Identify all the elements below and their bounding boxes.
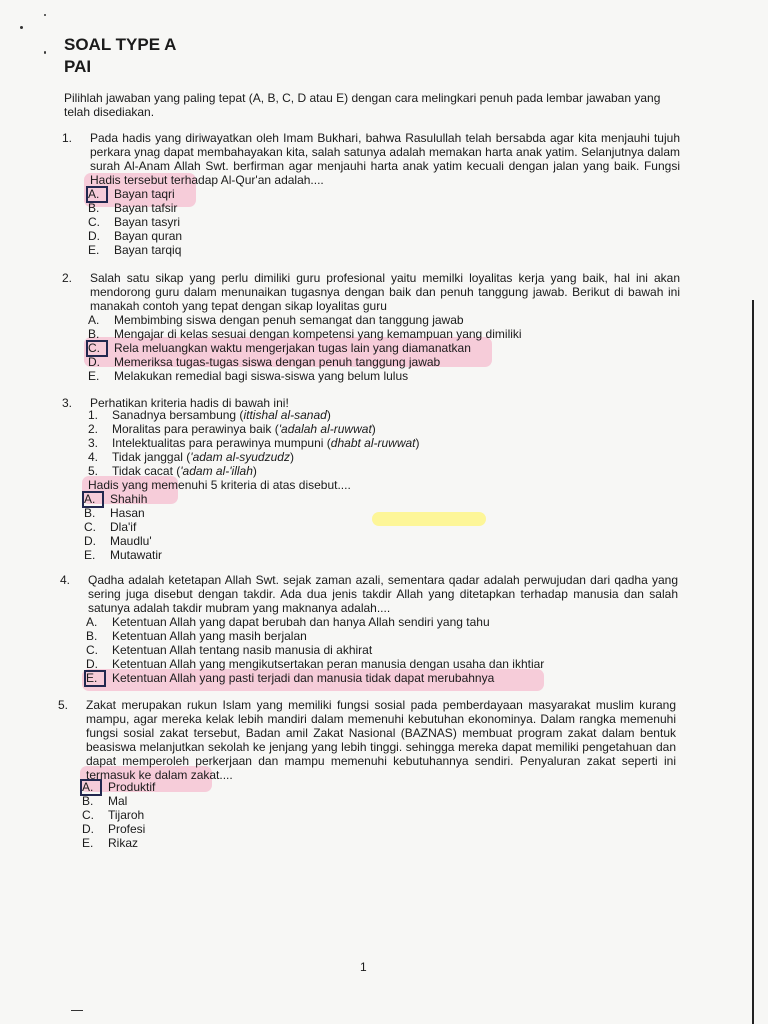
- option-text: Membimbing siswa dengan penuh semangat dan tanggung jawab: [114, 313, 464, 327]
- option-letter: D.: [88, 355, 100, 369]
- option-letter: B.: [86, 629, 98, 643]
- option-letter: A.: [86, 615, 98, 629]
- option-text: Ketentuan Allah yang masih berjalan: [112, 629, 307, 643]
- option-text: Mal: [108, 794, 128, 808]
- question-text: Salah satu sikap yang perlu dimiliki guru profesional yaitu memilki loyalitas kerja yang baik, hal ini akan mendorong guru dalam menunaikan tugasnya dengan baik dan penuh tanggung jawab. Berikut di bawah ini manakah contoh yang tepat dengan sikap loyalitas guru: [90, 271, 680, 313]
- option-letter: E.: [88, 369, 100, 383]
- scan-speck: [44, 51, 46, 54]
- question-text: Qadha adalah ketetapan Allah Swt. sejak zaman azali, sementara qadar adalah perwujudan dari qadha yang sering juga disebut dengan takdir. Ada dua jenis takdir Allah yang ditetapkan terhadap manusia dan salah satunya adalah takdir mubram yang maknanya adalah....: [88, 573, 678, 615]
- scan-speck: [20, 26, 23, 29]
- instructions: Pilihlah jawaban yang paling tepat (A, B, C, D atau E) dengan cara melingkari penuh pada lembar jawaban yang telah disediakan.: [64, 91, 661, 119]
- option-text: Mengajar di kelas sesuai dengan kompetensi yang kemampuan yang dimiliki: [114, 327, 522, 341]
- option-text: Ketentuan Allah tentang nasib manusia di akhirat: [112, 643, 373, 657]
- scan-speck: [44, 14, 46, 16]
- criteria-number: 5.: [88, 464, 99, 478]
- criteria-text: Tidak cacat ('adam al-'illah): [112, 464, 257, 478]
- question-prompt: Hadis yang memenuhi 5 kriteria di atas disebut....: [88, 478, 351, 492]
- option-letter: D.: [86, 657, 98, 671]
- option-letter: A.: [84, 492, 96, 506]
- option-text: Ketentuan Allah yang mengikutsertakan peran manusia dengan usaha dan ikhtiar: [112, 657, 545, 671]
- title-line-1: SOAL TYPE A: [64, 35, 177, 54]
- option-letter: B.: [88, 201, 100, 215]
- title-line-2: PAI: [64, 57, 92, 76]
- question-number: 4.: [60, 573, 71, 587]
- option-text: Shahih: [110, 492, 148, 506]
- option-letter: A.: [88, 187, 100, 201]
- option-letter: C.: [88, 215, 100, 229]
- option-text: Tijaroh: [108, 808, 145, 822]
- criteria-text: Moralitas para perawinya baik ('adalah al-ruwwat): [112, 422, 376, 436]
- option-text: Bayan taqri: [114, 187, 175, 201]
- question-number: 3.: [62, 396, 73, 410]
- option-letter: E.: [86, 671, 98, 685]
- criteria-number: 1.: [88, 408, 99, 422]
- option-text: Bayan tarqiq: [114, 243, 182, 257]
- option-text: Bayan quran: [114, 229, 183, 243]
- option-letter: E.: [88, 243, 100, 257]
- question-text: Perhatikan kriteria hadis di bawah ini!: [90, 396, 289, 410]
- option-text: Mutawatir: [110, 548, 163, 562]
- option-text: Maudlu': [110, 534, 152, 548]
- scan-speck: [71, 1010, 83, 1011]
- question-number: 1.: [62, 131, 73, 145]
- criteria-number: 4.: [88, 450, 99, 464]
- criteria-text: Sanadnya bersambung (ittishal al-sanad): [112, 408, 331, 422]
- option-text: Ketentuan Allah yang pasti terjadi dan manusia tidak dapat merubahnya: [112, 671, 495, 685]
- option-letter: C.: [88, 341, 100, 355]
- question-text: Zakat merupakan rukun Islam yang memiliki fungsi sosial pada pemberdayaan masyarakat muslim kurang mampu, agar mereka kelak lebih mandiri dalam memenuhi kebutuhan ekonominya. Dalam rangka memenuhi fungsi sosial zakat tersebut, Badan amil Zakat Nasional (BAZNAS) membuat program zakat dalam bentuk beasiswa melanjutkan sekolah ke jenjang yang lebih tinggi. sehingga mereka dapat memiliki pengetahuan dan dapat memperoleh perkerjaan dan mampu memenuhi kebutuhannya sendiri. Penyaluran zakat seperti ini termasuk ke dalam zakat....: [86, 698, 676, 782]
- option-letter: E.: [84, 548, 96, 562]
- question-text: Pada hadis yang diriwayatkan oleh Imam Bukhari, bahwa Rasulullah telah bersabda agar kita menjauhi tujuh perkara ynag dapat membahayakan kita, salah satunya adalah memakan harta anak yatim. Selanjutnya dalam surah Al-Anam Allah Swt. berfirman agar menjauhi harta anak yatim kecuali dengan jalan yang baik. Fungsi Hadis tersebut terhadap Al-Qur'an adalah....: [90, 131, 680, 187]
- criteria-text: Intelektualitas para perawinya mumpuni (dhabt al-ruwwat): [112, 436, 420, 450]
- option-text: Ketentuan Allah yang dapat berubah dan hanya Allah sendiri yang tahu: [112, 615, 490, 629]
- yellow-highlight-mark: [372, 512, 486, 526]
- option-letter: C.: [84, 520, 96, 534]
- criteria-number: 2.: [88, 422, 99, 436]
- option-letter: E.: [82, 836, 94, 850]
- criteria-number: 3.: [88, 436, 99, 450]
- question-number: 2.: [62, 271, 73, 285]
- option-text: Melakukan remedial bagi siswa-siswa yang belum lulus: [114, 369, 409, 383]
- option-text: Bayan tasyri: [114, 215, 181, 229]
- option-letter: B.: [84, 506, 96, 520]
- criteria-text: Tidak janggal ('adam al-syudzudz): [112, 450, 294, 464]
- scan-edge-line: [752, 300, 754, 1024]
- option-letter: B.: [82, 794, 94, 808]
- option-letter: B.: [88, 327, 100, 341]
- option-text: Rela meluangkan waktu mengerjakan tugas lain yang diamanatkan: [114, 341, 471, 355]
- option-letter: A.: [88, 313, 100, 327]
- option-letter: A.: [82, 780, 94, 794]
- page-title: [64, 34, 176, 78]
- option-letter: D.: [84, 534, 96, 548]
- option-text: Profesi: [108, 822, 146, 836]
- option-letter: D.: [82, 822, 94, 836]
- option-text: Produktif: [108, 780, 156, 794]
- option-letter: C.: [86, 643, 98, 657]
- option-text: Dla'if: [110, 520, 137, 534]
- option-text: Rikaz: [108, 836, 139, 850]
- option-letter: D.: [88, 229, 100, 243]
- option-text: Hasan: [110, 506, 145, 520]
- option-letter: C.: [82, 808, 94, 822]
- option-text: Memeriksa tugas-tugas siswa dengan penuh tanggung jawab: [114, 355, 441, 369]
- option-text: Bayan tafsir: [114, 201, 178, 215]
- question-number: 5.: [58, 698, 69, 712]
- page-number: 1: [360, 960, 367, 974]
